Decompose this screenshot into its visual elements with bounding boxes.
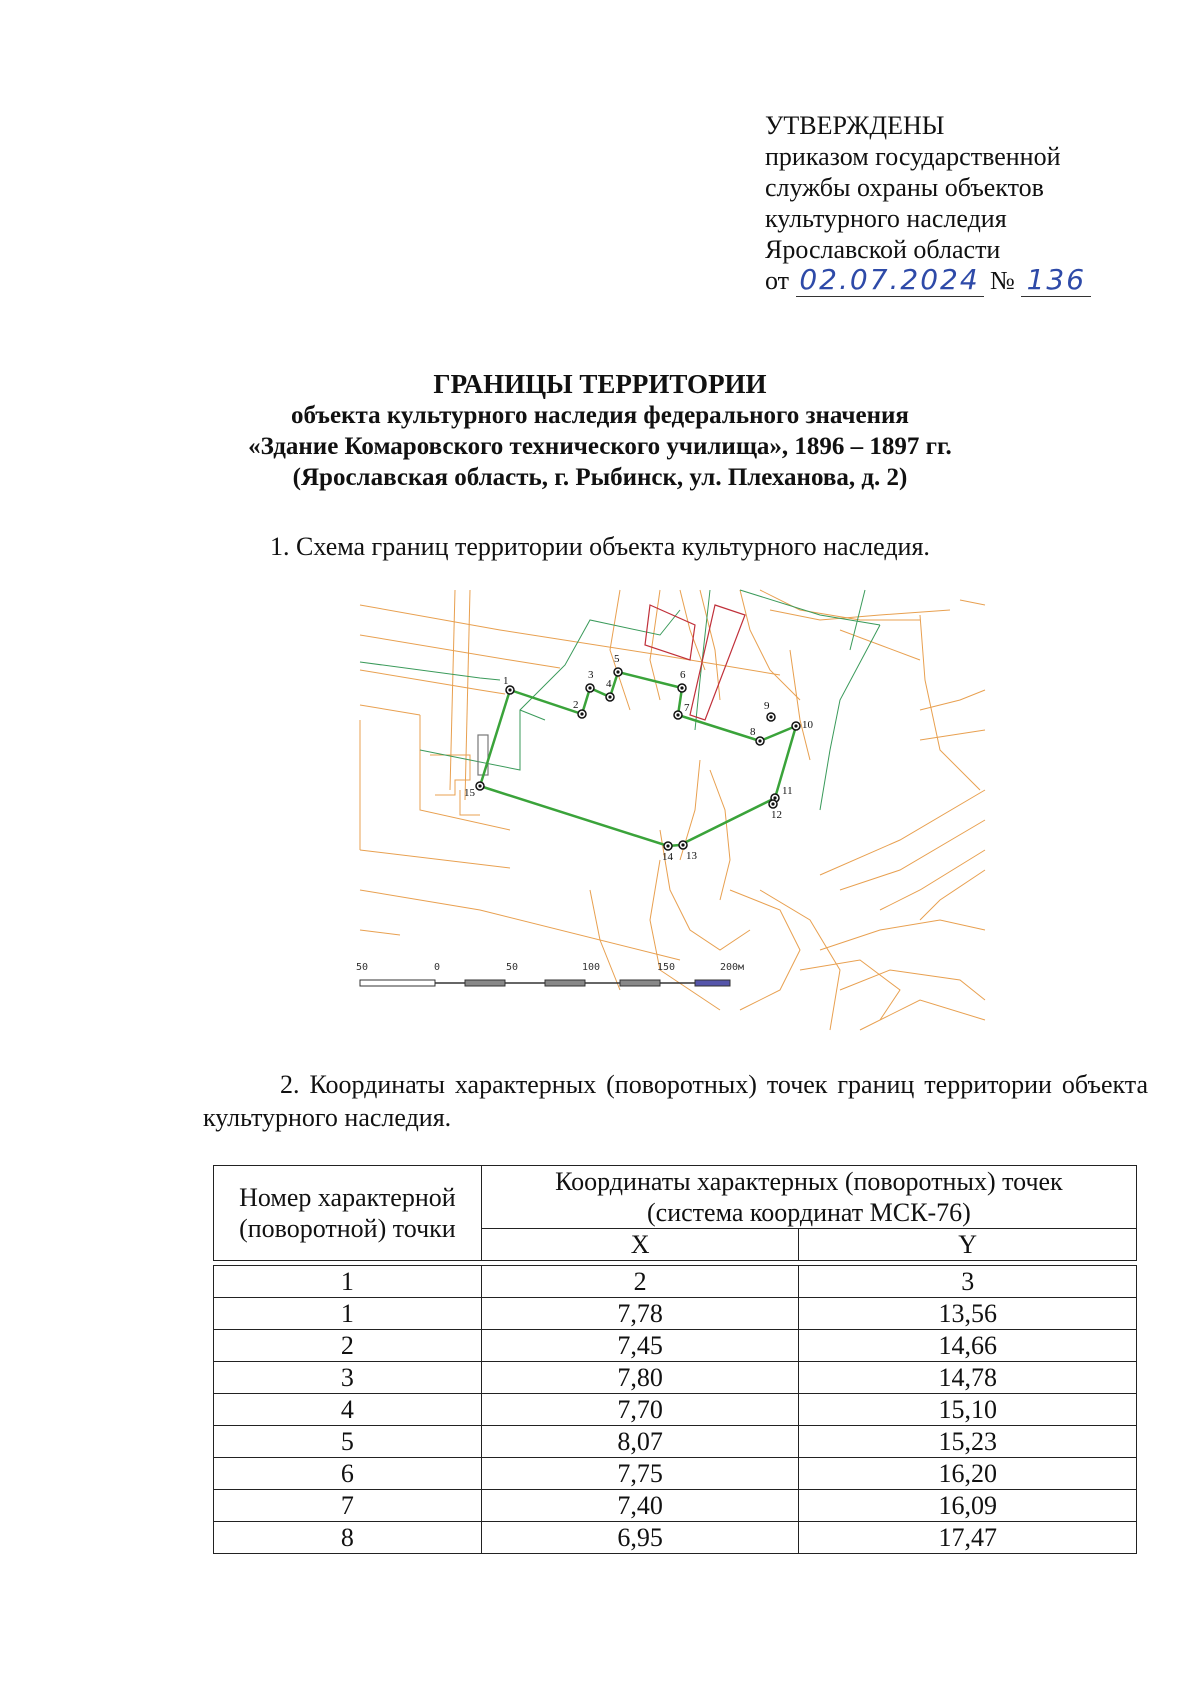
scale-label: 0 [434,962,441,973]
header-y: Y [799,1229,1137,1261]
boundary-point-dot [580,712,583,715]
y-value: 15,23 [799,1426,1137,1458]
boundary-point-dot [508,688,511,691]
map-svg [356,590,985,1030]
boundary-point-label: 13 [686,850,697,862]
point-number: 1 [214,1298,482,1330]
boundary-point-dot [608,695,611,698]
table-index-row [214,1266,1137,1298]
title-line: «Здание Комаровского технического училища», 1896 – 1897 гг. [248,433,952,460]
x-value: 7,75 [481,1458,799,1490]
boundary-point-dot [588,686,591,689]
point-number: 7 [214,1490,482,1522]
y-value: 16,09 [799,1490,1137,1522]
boundary-point-dot [680,686,683,689]
point-number: 6 [214,1458,482,1490]
index-cell: 1 [214,1266,482,1298]
boundary-point-label: 11 [782,785,793,797]
boundary-point-label: 6 [680,669,686,681]
table-row [214,1490,1137,1522]
approval-date-line [765,265,1145,297]
title-main: ГРАНИЦЫ ТЕРРИТОРИИ [433,369,767,399]
number-sign: № [990,266,1015,295]
table-row [214,1330,1137,1362]
section-2-heading: 2. Координаты характерных (поворотных) точек границ территории объекта культурного наследия. [203,1070,1148,1132]
approval-heading: УТВЕРЖДЕНЫ [765,111,945,140]
point-number: 5 [214,1426,482,1458]
boundary-point-label: 7 [684,702,690,714]
point-number: 8 [214,1522,482,1554]
table-row [214,1426,1137,1458]
boundary-point-dot [666,844,669,847]
boundary-point-label: 5 [614,653,620,665]
boundary-point-label: 8 [750,726,756,738]
date-field [796,265,984,297]
header-coordinates: Координаты характерных (поворотных) точек (система координат МСК-76) [481,1166,1136,1229]
boundary-point-label: 12 [771,809,782,821]
approval-line: приказом государственной [765,142,1061,171]
table-header-row [214,1166,1137,1229]
boundary-point-dot [794,724,797,727]
map-scale-bar [356,962,744,986]
index-cell: 3 [799,1266,1137,1298]
territory-boundary [480,672,796,846]
y-value: 13,56 [799,1298,1137,1330]
handwritten-date: 02.07.2024 [799,263,980,296]
title-line: (Ярославская область, г. Рыбинск, ул. Плеханова, д. 2) [292,464,908,491]
boundary-map [356,590,985,1030]
x-value: 7,78 [481,1298,799,1330]
y-value: 15,10 [799,1394,1137,1426]
table-row [214,1362,1137,1394]
boundary-point-dot [769,715,772,718]
x-value: 7,40 [481,1490,799,1522]
scale-label: 50 [506,962,519,973]
boundary-point-label: 2 [573,699,579,711]
date-prefix: от [765,266,790,295]
boundary-point-label: 4 [606,678,612,690]
cadastral-lines [360,590,880,810]
point-number: 3 [214,1362,482,1394]
document-title [0,369,1200,493]
boundary-point-dot [771,802,774,805]
boundary-point-dot [681,843,684,846]
table-row [214,1394,1137,1426]
handwritten-number: 136 [1026,263,1087,296]
x-value: 7,45 [481,1330,799,1362]
y-value: 14,66 [799,1330,1137,1362]
index-cell: 2 [481,1266,799,1298]
number-field [1021,265,1091,297]
x-value: 8,07 [481,1426,799,1458]
boundary-point-label: 14 [662,851,673,863]
boundary-point-label: 1 [503,675,509,687]
y-value: 17,47 [799,1522,1137,1554]
boundary-point-dot [758,739,761,742]
title-line: объекта культурного наследия федерального значения [291,402,909,429]
approval-line: культурного наследия [765,204,1007,233]
x-value: 7,70 [481,1394,799,1426]
boundary-point-dot [773,796,776,799]
approval-line: Ярославской области [765,235,1001,264]
boundary-point-label: 10 [802,719,813,731]
section-1-heading: 1. Схема границ территории объекта культурного наследия. [270,532,930,561]
y-value: 16,20 [799,1458,1137,1490]
y-value: 14,78 [799,1362,1137,1394]
table-row [214,1522,1137,1554]
boundary-point-dot [616,670,619,673]
characteristic-points [464,653,814,863]
header-point-number: Номер характерной (поворотной) точки [214,1166,482,1261]
table-row [214,1298,1137,1330]
point-number: 2 [214,1330,482,1362]
approval-line: службы охраны объектов [765,173,1044,202]
boundary-point-dot [478,784,481,787]
point-number: 4 [214,1394,482,1426]
scale-label: 50 [356,962,369,973]
coordinates-table [213,1165,1137,1554]
scale-label: 150 [657,962,676,973]
scale-label: 100 [582,962,601,973]
approval-block [765,110,1145,297]
x-value: 7,80 [481,1362,799,1394]
boundary-point-dot [676,713,679,716]
boundary-point-label: 9 [764,700,770,712]
boundary-point-label: 3 [588,669,594,681]
scale-label: 200м [720,962,745,973]
header-x: X [481,1229,799,1261]
table-row [214,1458,1137,1490]
x-value: 6,95 [481,1522,799,1554]
boundary-point-label: 15 [464,787,475,799]
